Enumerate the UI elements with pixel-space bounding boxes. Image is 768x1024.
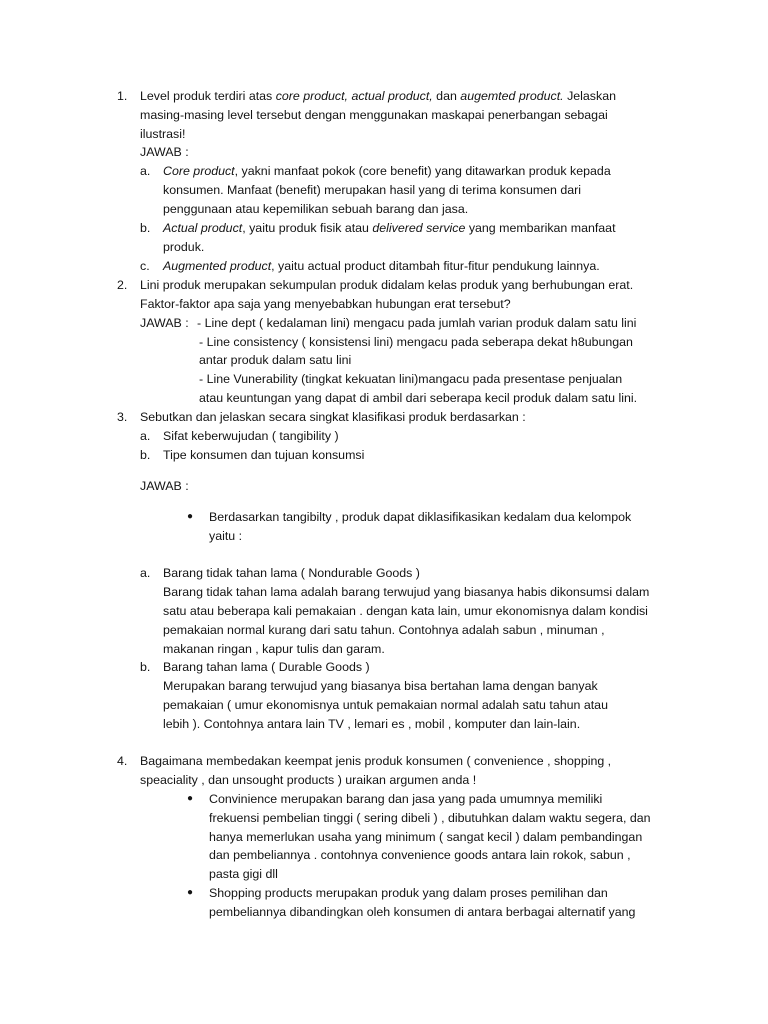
q1-number: 1.	[117, 89, 128, 103]
q3-ans-a-title: Barang tidak tahan lama ( Nondurable Goods )	[163, 566, 420, 580]
q2-item3-line1: - Line Vunerability (tingkat kekuatan lini)mangacu pada presentase penjualan	[199, 372, 623, 386]
q2-item1: - Line dept ( kedalaman lini) mengacu pada jumlah varian produk dalam satu lini	[197, 316, 637, 330]
q1-a-line1: Core product, yakni manfaat pokok (core benefit) yang ditawarkan produk kepada	[163, 164, 611, 178]
q3-b-label: b.	[140, 448, 151, 462]
q1-a-line3: penggunaan atau kepemilikan sebuah barang dan jasa.	[163, 202, 469, 216]
q1-line1: Level produk terdiri atas core product, actual product, dan augemted product. Jelaskan	[140, 89, 616, 103]
q3-ans-a-line1: Barang tidak tahan lama adalah barang terwujud yang biasanya habis dikonsumsi dalam	[163, 585, 650, 599]
q3-ans-b-line1: Merupakan barang terwujud yang biasanya bisa bertahan lama dengan banyak	[163, 679, 598, 693]
q1-c-line1: Augmented product, yaitu actual product ditambah fitur-fitur pendukung lainnya.	[163, 259, 600, 273]
q3-ans-b-line2: pemakaian ( umur ekonomisnya untuk pemakaian normal adalah satu tahun atau	[163, 698, 608, 712]
q3-b-text: Tipe konsumen dan tujuan konsumsi	[163, 448, 365, 462]
q3-ans-a-line2: satu atau beberapa kali pemakaian . dengan kata lain, umur ekonomisnya dalam kondisi	[163, 604, 648, 618]
q4-b2-line1: Shopping products merupakan produk yang dalam proses pemilihan dan	[209, 886, 608, 900]
q3-ans-b-label: b.	[140, 660, 151, 674]
q4-b1-line5: pasta gigi dll	[209, 867, 278, 881]
q3-bullet-line1: Berdasarkan tangibilty , produk dapat diklasifikasikan kedalam dua kelompok	[209, 510, 632, 524]
q4-b1-line3: hanya memerlukan usaha yang minimum ( sangat kecil ) dalam pembandingan	[209, 830, 643, 844]
q3-ans-a-line4: makanan ringan , kapur tulis dan garam.	[163, 642, 385, 656]
q2-number: 2.	[117, 278, 128, 292]
q3-number: 3.	[117, 410, 128, 424]
bullet-icon: ●	[187, 511, 194, 522]
q4-b1-line1: Convinience merupakan barang dan jasa yang pada umumnya memiliki	[209, 792, 603, 806]
q2-item3-line2: atau keuntungan yang dapat di ambil dari seberapa kecil produk dalam satu lini.	[199, 391, 638, 405]
q2-line1: Lini produk merupakan sekumpulan produk didalam kelas produk yang berhubungan erat.	[140, 278, 634, 292]
q1-line2: masing-masing level tersebut dengan menggunakan maskapai penerbangan sebagai	[140, 108, 608, 122]
bullet-icon: ●	[187, 793, 194, 804]
q1-jawab: JAWAB :	[140, 145, 189, 159]
q1-a-line2: konsumen. Manfaat (benefit) merupakan hasil yang di terima konsumen dari	[163, 183, 582, 197]
q2-item2-line2: antar produk dalam satu lini	[199, 353, 352, 367]
q1-line3: ilustrasi!	[140, 127, 186, 141]
q1-b-line1: Actual product, yaitu produk fisik atau delivered service yang membarikan manfaat	[163, 221, 616, 235]
q1-a-label: a.	[140, 164, 151, 178]
q3-ans-a-label: a.	[140, 566, 151, 580]
q3-a-label: a.	[140, 429, 151, 443]
q2-item2-line1: - Line consistency ( konsistensi lini) mengacu pada seberapa dekat h8ubungan	[199, 335, 633, 349]
q3-ans-a-line3: pemakaian normal kurang dari satu tahun. Contohnya adalah sabun , minuman ,	[163, 623, 605, 637]
q2-jawab: JAWAB :	[140, 316, 189, 330]
q3-jawab: JAWAB :	[140, 479, 189, 493]
q1-c-label: c.	[140, 259, 150, 273]
q3-a-text: Sifat keberwujudan ( tangibility )	[163, 429, 339, 443]
q4-b2-line2: pembeliannya dibandingkan oleh konsumen di antara berbagai alternatif yang	[209, 905, 636, 919]
q4-b1-line4: dan pembeliannya . contohnya convenience goods antara lain rokok, sabun ,	[209, 848, 631, 862]
q4-line1: Bagaimana membedakan keempat jenis produk konsumen ( convenience , shopping ,	[140, 754, 612, 768]
q3-ans-b-line3: lebih ). Contohnya antara lain TV , lemari es , mobil , komputer dan lain-lain.	[163, 717, 581, 731]
q4-line2: speaciality , dan unsought products ) uraikan argumen anda !	[140, 773, 477, 787]
q4-number: 4.	[117, 754, 128, 768]
bullet-icon: ●	[187, 887, 194, 898]
q4-b1-line2: frekuensi pembelian tinggi ( sering dibeli ) , dibutuhkan dalam waktu segera, dan	[209, 811, 651, 825]
q3-line1: Sebutkan dan jelaskan secara singkat klasifikasi produk berdasarkan :	[140, 410, 526, 424]
q3-bullet-line2: yaitu :	[209, 529, 243, 543]
q2-line2: Faktor-faktor apa saja yang menyebabkan hubungan erat tersebut?	[140, 297, 511, 311]
q3-ans-b-title: Barang tahan lama ( Durable Goods )	[163, 660, 370, 674]
q1-b-label: b.	[140, 221, 151, 235]
q1-b-line2: produk.	[163, 240, 205, 254]
